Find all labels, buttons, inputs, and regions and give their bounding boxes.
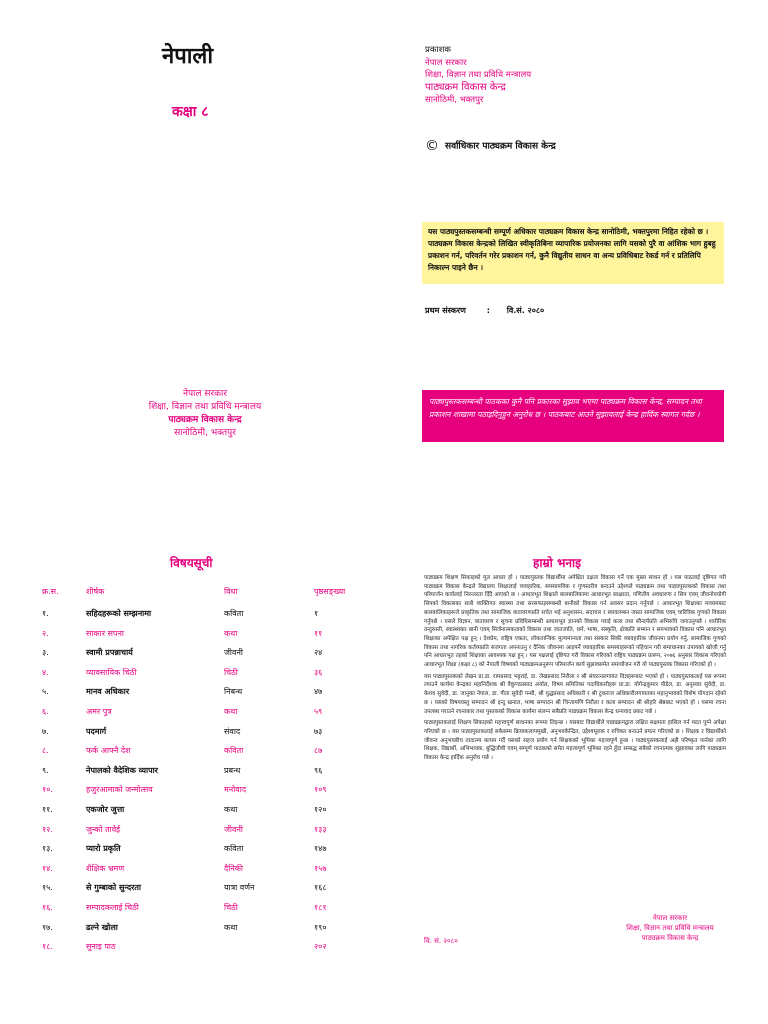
toc-row: [42, 686, 382, 706]
preface-body: [424, 574, 726, 766]
toc-title-cell: स्वामी प्रपन्नाचार्य: [86, 648, 133, 658]
edition-label: प्रथम संस्करण: [425, 306, 466, 315]
toc-page: २०२: [314, 942, 327, 952]
toc-genre: कथा: [224, 706, 238, 716]
publisher-line: नेपाल सरकार: [425, 57, 467, 68]
publisher-line: शिक्षा, विज्ञान तथा प्रविधि मन्त्रालय: [148, 402, 262, 412]
left-publisher-block: [130, 388, 280, 440]
toc-genre: कविता: [224, 746, 244, 756]
toc-row: [42, 804, 382, 824]
toc-genre: चिठी: [224, 902, 238, 912]
toc-no: ३.: [42, 648, 49, 658]
toc-page: ९६: [314, 765, 323, 775]
signature-line: पाठ्यक्रम विकास केन्द्र: [641, 934, 699, 942]
toc-genre: चिठी: [224, 667, 238, 677]
preface-date: वि. सं. २०८०: [424, 937, 458, 945]
edition-value: वि.सं. २०८०: [506, 306, 545, 315]
edition-separator: :: [486, 306, 490, 315]
toc-row: [42, 863, 382, 883]
preface-signature: [600, 913, 740, 943]
preface-title: हाम्रो भनाइ: [533, 556, 582, 570]
toc-no: १८.: [42, 942, 53, 952]
toc-page: १४७: [314, 844, 327, 854]
toc-no: २.: [42, 628, 49, 638]
toc-body: [42, 608, 382, 961]
toc-genre: मनोवाद: [224, 785, 247, 795]
toc-page: ८७: [314, 746, 323, 756]
toc-row: [42, 628, 382, 648]
toc-page: ७३: [314, 726, 323, 736]
toc-row: [42, 745, 382, 765]
toc-no: ५.: [42, 687, 49, 697]
preface-paragraph: पाठ्यक्रम शिक्षण सिकाइको मूल आधार हो । पाठ्यपुस्तक विद्यार्थीमा अपेक्षित दक्षता विकास गर्ने एक मुख्य साधन हो । यस पाठलाई दृष्टिगत गरी पाठ्यक्रम विकास केन्द्रले विद्यालय शिक्षालाई व्यवहारिक, समसामयिक र गुणस्तरीय बनाउने उद्देश्यले पाठ्यक्रम तथा पाठ्यपुस्तकको विकास तथा परिमार्जन कार्यलाई निरन्तरता दिँदै आएको छ । आधारभूत शिक्षाले बालबालिकामा आधारभूत साक्षरता, गणितीय अवधारणा र सिप एवम् जीवनोपयोगी सिपको विकासका साथै व्यक्तिगत स्वास्थ्य तथा सरसफाइसम्बन्धी बानीको विकास गर्न अवसर प्रदान गर्नुपर्छ । आधारभूत शिक्षाका माध्यमबाट बालबालिकाहरूले प्राकृतिक तथा सामाजिक वातावरणप्रति सचेत भई अनुशासन, सदाचार र स्वावलम्बन जस्ता सामाजिक एवम् चारित्रिक गुणको विकास गर्नुपर्छ । यसले विज्ञान, वातावरण र सूचना प्रविधिसम्बन्धी आधारभूत ज्ञानको विकास गराई कला तथा सौन्दर्यप्रति अभिरुचि जगाउनुपर्छ । शारीरिक तन्दुरुस्ती, स्वास्थ्यकर बानी एवम् सिर्जनात्मकताको विकास तथा जातजाति, धर्म, भाषा, संस्कृति, क्षेत्रप्रति सम्मान र समभावको विकास पनि आधारभूत शिक्षाका अपेक्षित पक्ष हुन् । देशप्रेम, राष्ट्रिय एकता, लोकतान्त्रिक मूल्यमान्यता तथा संस्कार सिकी व्यावहारिक जीवनमा प्रयोग गर्नु, सामाजिक गुणको विकास तथा नागरिक कर्तव्यप्रति सजगता अपनाउनु र दैनिक जीवनमा आइपर्ने व्यावहारिक समस्याहरूको पहिचान गरी समाधानका उपायको खोजी गर्नु पनि आधारभूत तहको शिक्षाका आवश्यक पक्ष हुन् । यस पक्षलाई दृष्टिगत गरी विकास गरिएको राष्ट्रिय पाठ्यक्रम प्रारूप, २०७६ अनुसार विकास गरिएको आधारभूत शिक्षा (कक्षा ८) को नेपाली विषयको पाठ्यक्रमअनुरूप परिमार्जन कार्य सुझावसमेत समायोजन गरी यो पाठ्यपुस्तक विकास गरिएको हो ।: [424, 575, 726, 669]
toc-no: ९.: [42, 765, 49, 775]
copyright-line: [425, 138, 556, 154]
toc-genre: संवाद: [224, 726, 241, 736]
toc-page: ५९: [314, 706, 323, 716]
toc-title-cell: मानव अधिकार: [86, 687, 130, 697]
toc-title-cell: जुन्को तावेई: [86, 824, 121, 834]
toc-page: १२०: [314, 804, 327, 814]
preface-paragraph: पाठ्यपुस्तकलाई शिक्षण सिकाइको महत्त्वपूर्ण साधनका रूपमा लिइन्छ । यसबाट विद्यार्थीले पाठ्यक्रमद्वारा लक्षित सक्षमता हासिल गर्न मदत पुग्ने अपेक्षा गरिएको छ । यस पाठ्यपुस्तकलाई सकेसम्म क्रियाकलापमुखी, अनुभवकेन्द्रित, उद्देश्यमूलक र रुचिकर बनाउने प्रयत्न गरिएको छ । शिक्षक र विद्यार्थीको जीवन्त अनुभवबीच तादात्म्य कायम गर्दै यसको सहज प्रयोग गर्न शिक्षकको भूमिका महत्त्वपूर्ण हुन्छ । पाठ्यपुस्तकलाई अझै परिष्कृत पार्नका लागि शिक्षक, विद्यार्थी, अभिभावक, बुद्धिजीवी एवम् सम्पूर्ण पाठकको समेत महत्त्वपूर्ण भूमिका रहने हुँदा सम्बद्ध सबैको रचनात्मक सुझावका लागि पाठ्यक्रम विकास केन्द्र हार्दिक अनुरोध गर्छ ।: [424, 720, 726, 762]
publisher-line: नेपाल सरकार: [182, 389, 228, 399]
toc-title-cell: प्यारो प्रकृति: [86, 844, 121, 854]
toc-genre: कथा: [224, 922, 238, 932]
toc-page: २४: [314, 648, 323, 658]
toc-row: [42, 608, 382, 628]
toc-title-cell: एकजोर जुत्ता: [86, 804, 125, 814]
toc-genre: जीवनी: [224, 648, 243, 658]
toc-page: ११: [314, 628, 323, 638]
toc-page: १५७: [314, 863, 327, 873]
copyright-icon: ©: [425, 138, 439, 154]
toc-no: १५.: [42, 883, 53, 893]
edition-line: [425, 305, 544, 316]
toc-no: १३.: [42, 844, 53, 854]
toc-row: [42, 784, 382, 804]
toc-title-cell: अमर पुत्र: [86, 706, 112, 716]
toc-title-cell: सुनाइ पाठ: [86, 942, 116, 952]
toc-row: [42, 824, 382, 844]
copyright-text: सर्वाधिकार पाठ्यक्रम विकास केन्द्र: [445, 141, 556, 152]
publisher-line: सानोठिमी, भक्तपुर: [425, 95, 484, 105]
toc-title-cell: व्यावसायिक चिठी: [86, 667, 137, 677]
feedback-notice: पाठ्यपुस्तकसम्बन्धी पाठकका कुनै पनि प्रकारका सुझाव भएमा पाठ्यक्रम विकास केन्द्र, सम्पादन तथा प्रकाशन शाखामा पठाइदिनुहुन अनुरोध छ । पाठकबाट आउने सुझावलाई केन्द्र हार्दिक स्वागत गर्दछ ।: [422, 390, 724, 442]
toc-page: १: [314, 609, 319, 618]
toc-genre: कविता: [224, 844, 244, 854]
toc-title-cell: साकार सपना: [86, 628, 124, 638]
toc-page: १६८: [314, 883, 327, 893]
toc-header-genre: विधा: [224, 587, 238, 596]
toc-page: १८१: [314, 902, 327, 912]
toc-no: ४.: [42, 667, 49, 677]
toc-row: [42, 902, 382, 922]
toc-title-cell: पदमार्ग: [86, 726, 107, 736]
publisher-label: प्रकाशक: [425, 45, 451, 55]
toc-header-title: शीर्षक: [86, 587, 105, 596]
toc-genre: दैनिकी: [224, 863, 243, 873]
publisher-line: शिक्षा, विज्ञान तथा प्रविधि मन्त्रालय: [425, 70, 532, 80]
publisher-line: सानोठिमी, भक्तपुर: [174, 428, 236, 438]
toc-genre: प्रबन्ध: [224, 765, 241, 775]
signature-line: शिक्षा, विज्ञान तथा प्रविधि मन्त्रालय: [626, 924, 714, 932]
toc-page: ४७: [314, 687, 323, 697]
toc-title-cell: ढल्ने खोला: [86, 922, 118, 932]
toc-title-cell: हजुरआमाको जन्मोत्सव: [86, 785, 153, 795]
toc-title-cell: से गुम्बाको सुन्दरता: [86, 883, 141, 893]
toc-title-cell: नेपालको वैदेशिक व्यापार: [86, 765, 158, 775]
toc-title-cell: सहिदहरूको सम्झनामा: [86, 609, 152, 618]
toc-no: ६.: [42, 706, 49, 716]
toc-page: ३६: [314, 667, 323, 677]
toc-row: [42, 882, 382, 902]
toc-header-page: पृष्ठसङ्ख्या: [314, 587, 346, 596]
book-title: नेपाली: [162, 44, 214, 69]
toc-no: १७.: [42, 922, 53, 932]
toc-no: १४.: [42, 863, 53, 873]
grade-label: कक्षा ८: [172, 104, 209, 120]
toc-no: १.: [42, 609, 49, 618]
toc-row: [42, 765, 382, 785]
toc-row: [42, 843, 382, 863]
toc-genre: कविता: [224, 609, 244, 618]
publisher-line: पाठ्यक्रम विकास केन्द्र: [168, 415, 242, 425]
toc-no: १२.: [42, 824, 53, 834]
toc-no: १०.: [42, 785, 53, 795]
toc-genre: जीवनी: [224, 824, 243, 834]
rights-notice: यस पाठ्यपुस्तकसम्बन्धी सम्पूर्ण अधिकार पाठ्यक्रम विकास केन्द्र सानोठिमी, भक्तपुरमा निहित रहेको छ । पाठ्यक्रम विकास केन्द्रको लिखित स्वीकृतिबिना व्यापारिक प्रयोजनका लागि यसको पुरै वा आंशिक भाग हुबहु प्रकाशन गर्न, परिवर्तन गरेर प्रकाशन गर्न, कुनै विद्युतीय साधन वा अन्य प्रविधिबाट रेकर्ड गर्न र प्रतिलिपि निकाल्न पाइने छैन ।: [422, 222, 724, 284]
publisher-block: [425, 44, 531, 107]
toc-genre: यात्रा वर्णन: [224, 883, 255, 893]
toc-page: १९०: [314, 922, 327, 932]
toc-no: ८.: [42, 746, 49, 756]
toc-genre: कथा: [224, 804, 238, 814]
toc-no: ११.: [42, 804, 53, 814]
toc-row: [42, 647, 382, 667]
toc-table: [42, 586, 382, 961]
toc-header-no: क्र.स.: [42, 587, 59, 596]
publisher-line: पाठ्यक्रम विकास केन्द्र: [425, 81, 506, 93]
toc-title-cell: शैक्षिक भ्रमण: [86, 863, 125, 873]
toc-title-cell: फर्क आफ्नै देश: [86, 746, 131, 756]
toc-row: [42, 726, 382, 746]
toc-page: १०९: [314, 785, 327, 795]
toc-row: [42, 922, 382, 942]
toc-header-row: [42, 586, 382, 608]
toc-row: [42, 941, 382, 961]
toc-row: [42, 667, 382, 687]
preface-paragraph: यस पाठ्यपुस्तकको लेखन प्रा.डा. रामप्रसाद भट्टराई, डा. लेखप्रसाद निरौला र श्री संघरत्नलगायत विज्ञहरूबाट भएको हो । पाठ्यपुस्तकलाई यस रूपमा ल्याउने कार्यमा केन्द्रका महानिर्देशक श्री वैकुण्ठप्रसाद अर्याल, विषय समितिका पदाधिकारीहरू प्रा.डा. योगेन्द्रकुमार पौडेल, डा. अनुस्वार सुवेदी, डा. केशव सुवेदी, डा. जानुका नेपाल, डा. गीता सुवेदी पन्थी, श्री युद्धप्रसाद अधिकारी र श्री टुकराज अधिकारीलगायतका महानुभावको विशेष योगदान रहेको छ । यसको विषयवस्तु सम्पादन श्री इन्दु खनाल, भाषा सम्पादन श्री चिन्तामणि निरौला र कला सम्पादन श्री श्रीहरि श्रेष्ठबाट भएको हो । यसमा रचना उपलब्ध गराउने रचनाकार तथा पुस्तकको विकास कार्यमा संलग्न सबैप्रति पाठ्यक्रम विकास केन्द्र धन्यवाद प्रकट गर्छ ।: [424, 673, 726, 715]
signature-line: नेपाल सरकार: [652, 914, 688, 922]
toc-genre: निबन्ध: [224, 687, 243, 697]
toc-row: [42, 706, 382, 726]
toc-title-cell: सम्पादकलाई चिठी: [86, 902, 139, 912]
toc-genre: कथा: [224, 628, 238, 638]
toc-no: १६.: [42, 902, 53, 912]
toc-title: विषयसूची: [170, 556, 213, 570]
toc-page: १३३: [314, 824, 327, 834]
toc-no: ७.: [42, 726, 49, 736]
